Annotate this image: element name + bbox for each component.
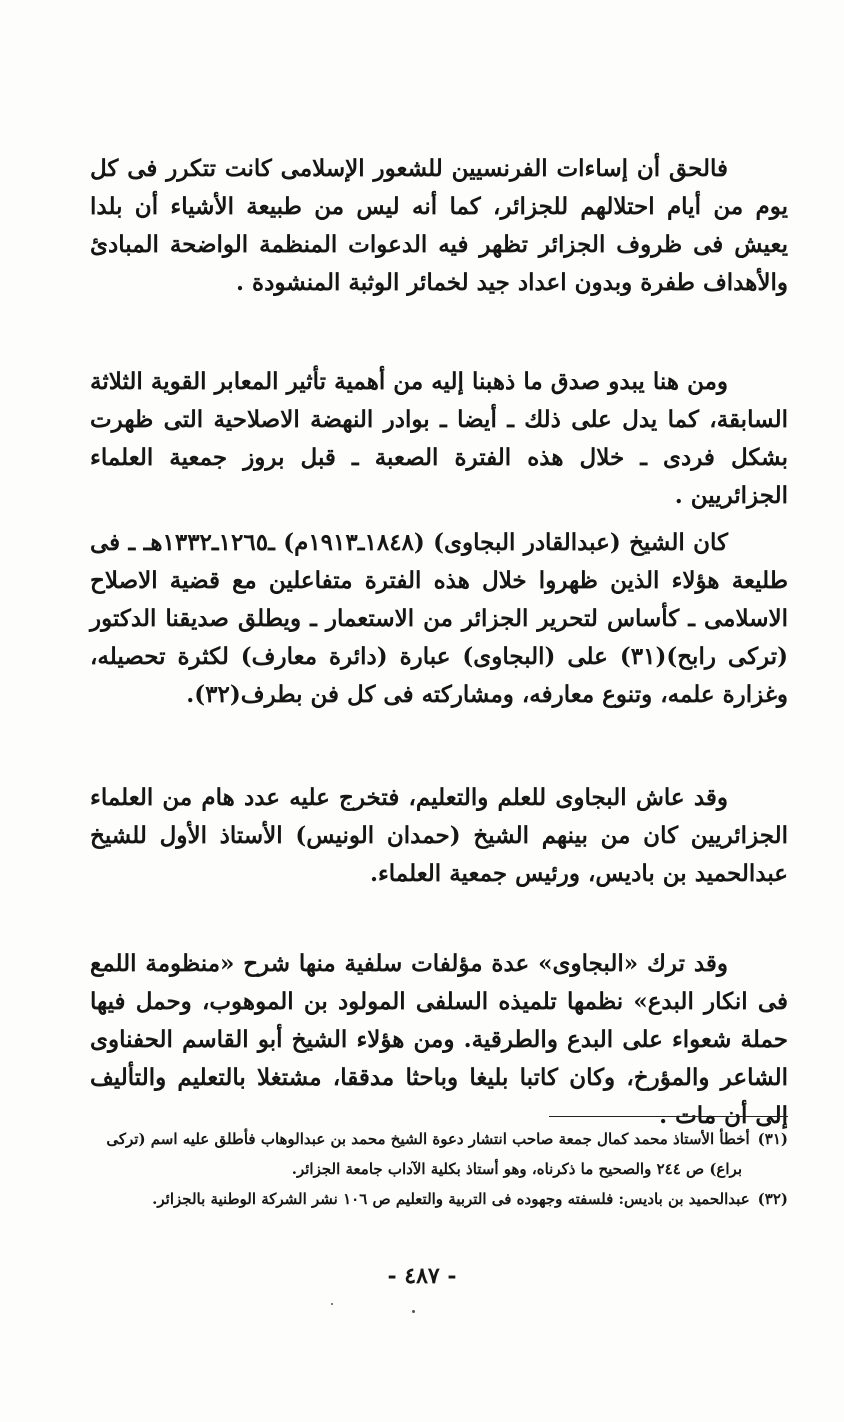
page-number: - ٤٨٧ - <box>387 1263 457 1289</box>
paragraph-3-text: كان الشيخ (عبدالقادر البجاوى) (١٨٤٨ـ١٩١٣م) ـ١٢٦٥ـ١٣٣٢هـ ـ فى طليعة هؤلاء الذين ظهروا خلال هذه الفترة متفاعلين مع قضية الاصلاح الاسلامى ـ كأساس لتحرير الجزائر من الاستعمار ـ ويطلق صديقنا الدكتور (تركى رابح)(٣١) على (البجاوى) عبارة (دائرة معارف) لكثرة تحصيله، وغزارة علمه، وتنوع معارفه، ومشاركته فى كل فن بطرف(٣٢). <box>90 529 788 708</box>
paragraph-2-text: ومن هنا يبدو صدق ما ذهبنا إليه من أهمية تأثير المعابر القوية الثلاثة السابقة، كما يدل على ذلك ـ أيضا ـ بوادر النهضة الاصلاحية التى ظهرت بشكل فردى ـ خلال هذه الفترة الصعبة ـ قبل بروز جمعية العلماء الجزائريين . <box>90 368 788 509</box>
footnote-divider <box>549 1116 788 1117</box>
footnote-text: عبدالحميد بن باديس: فلسفته وجهوده فى التربية والتعليم ص ١٠٦ نشر الشركة الوطنية بالجزائر. <box>152 1190 750 1208</box>
footnote-number: (٣١) <box>757 1130 788 1148</box>
paragraph-4 <box>90 779 788 893</box>
paragraph-5 <box>90 945 788 1135</box>
footnote-31-continuation: براع) ص ٢٤٤ والصحيح ما ذكرناه، وهو أستاذ بكلية الآداب جامعة الجزائر. <box>291 1160 742 1178</box>
scan-speck <box>331 1303 333 1305</box>
paragraph-3 <box>90 524 788 714</box>
footnote-31 <box>74 1124 788 1154</box>
paragraph-5-text: وقد ترك «البجاوى» عدة مؤلفات سلفية منها شرح «منظومة اللمع فى انكار البدع» نظمها تلميذه السلفى المولود بن الموهوب، وحمل فيها حملة شعواء على البدع والطرقية. ومن هؤلاء الشيخ أبو القاسم الحفناوى الشاعر والمؤرخ، وكان كاتبا بليغا وباحثا مدققا، مشتغلا بالتعليم والتأليف إلى أن مات . <box>90 950 788 1129</box>
footnote-number: (٣٢) <box>757 1190 788 1208</box>
paragraph-1 <box>90 150 788 302</box>
paragraph-2 <box>90 363 788 515</box>
scan-speck <box>412 1310 415 1313</box>
footnotes <box>74 1124 788 1214</box>
footnote-32 <box>74 1184 788 1214</box>
paragraph-4-text: وقد عاش البجاوى للعلم والتعليم، فتخرج عليه عدد هام من العلماء الجزائريين كان من بينهم الشيخ (حمدان الونيس) الأستاذ الأول للشيخ عبدالحميد بن باديس، ورئيس جمعية العلماء. <box>90 784 788 887</box>
paragraph-1-text: فالحق أن إساءات الفرنسيين للشعور الإسلامى كانت تتكرر فى كل يوم من أيام احتلالهم للجزائر، كما أنه ليس من طبيعة الأشياء أن بلدا يعيش فى ظروف الجزائر تظهر فيه الدعوات المنظمة الواضحة المبادئ والأهداف طفرة وبدون اعداد جيد لخمائر الوثبة المنشودة . <box>90 155 788 296</box>
footnote-text: أخطأ الأستاذ محمد كمال جمعة صاحب انتشار دعوة الشيخ محمد بن عبدالوهاب فأطلق عليه اسم (تركى <box>106 1130 750 1148</box>
